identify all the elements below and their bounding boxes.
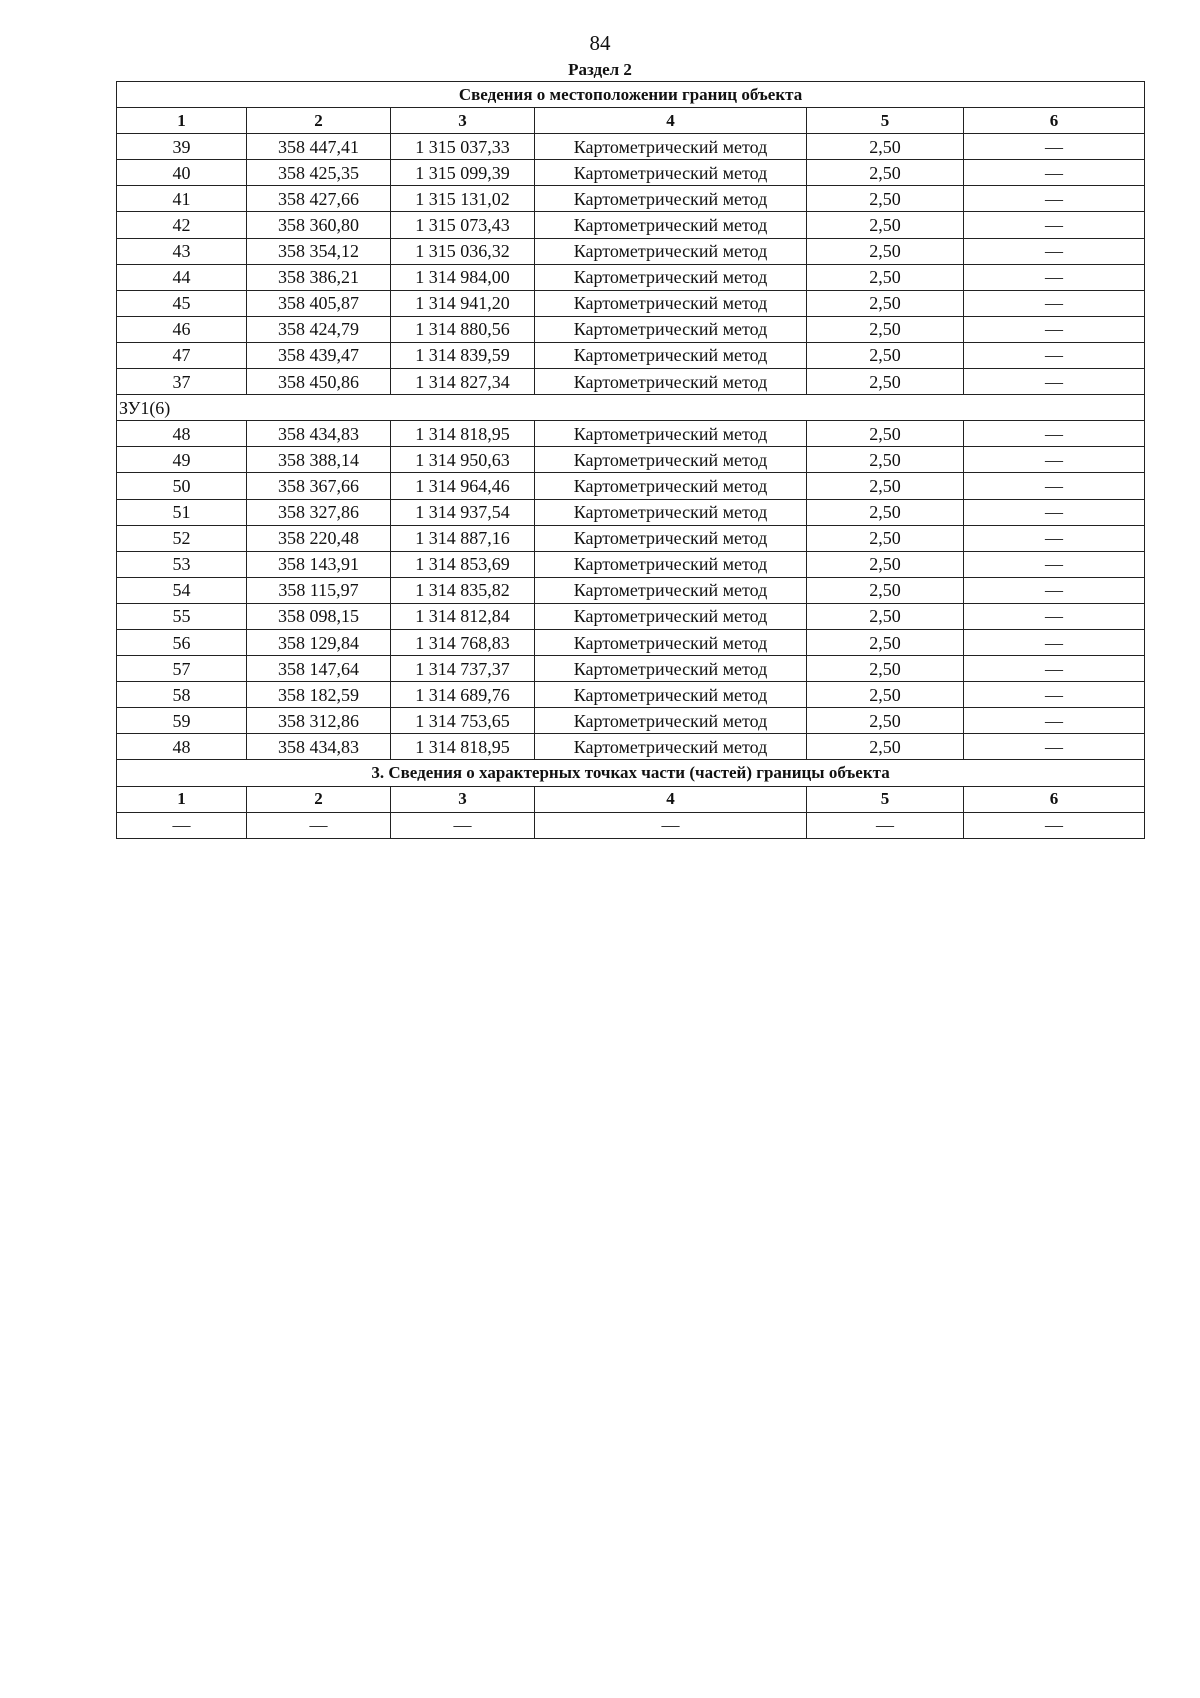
- table-row-cell-5: 2,50: [807, 682, 964, 708]
- table-row-cell-4: Картометрический метод: [535, 160, 807, 186]
- table-row-cell-4: Картометрический метод: [535, 186, 807, 212]
- table-row-cell-1: 52: [117, 525, 247, 551]
- section3-row-cell-4: —: [535, 812, 807, 838]
- table-row: [117, 499, 1145, 525]
- table-row-cell-1: 50: [117, 473, 247, 499]
- table-row-cell-5: 2,50: [807, 316, 964, 342]
- table-row-cell-3: 1 314 689,76: [391, 682, 535, 708]
- table-row-cell-6: —: [964, 421, 1145, 447]
- table-row-cell-2: 358 129,84: [247, 629, 391, 655]
- table-row-cell-6: —: [964, 682, 1145, 708]
- table-row-cell-1: 39: [117, 134, 247, 160]
- table-row-cell-2: 358 354,12: [247, 238, 391, 264]
- table-row-cell-3: 1 315 037,33: [391, 134, 535, 160]
- section3-header-row-cell-6: 6: [964, 786, 1145, 812]
- table-row-cell-4: Картометрический метод: [535, 708, 807, 734]
- table-row: [117, 734, 1145, 760]
- header-row-cell-1: 1: [117, 108, 247, 134]
- table-row-cell-1: 46: [117, 316, 247, 342]
- table-row: [117, 473, 1145, 499]
- table-row-cell-5: 2,50: [807, 629, 964, 655]
- table-row-cell-6: —: [964, 525, 1145, 551]
- table-row-cell-2: 358 425,35: [247, 160, 391, 186]
- table-row-cell-4: Картометрический метод: [535, 734, 807, 760]
- table-row-cell-2: 358 367,66: [247, 473, 391, 499]
- table-row-cell-6: —: [964, 316, 1145, 342]
- table-body: [117, 82, 1145, 839]
- table-row-cell-1: 51: [117, 499, 247, 525]
- table-row-cell-5: 2,50: [807, 264, 964, 290]
- table-row-cell-1: 58: [117, 682, 247, 708]
- table-row-cell-6: —: [964, 342, 1145, 368]
- table-row-cell-1: 42: [117, 212, 247, 238]
- table-row-cell-3: 1 314 839,59: [391, 342, 535, 368]
- table-row-cell-4: Картометрический метод: [535, 473, 807, 499]
- section3-row: [117, 812, 1145, 838]
- table-row-cell-3: 1 314 737,37: [391, 656, 535, 682]
- table-row-cell-5: 2,50: [807, 212, 964, 238]
- table-row-cell-4: Картометрический метод: [535, 212, 807, 238]
- table-row-cell-3: 1 314 880,56: [391, 316, 535, 342]
- boundary-coordinates-table: [116, 81, 1145, 839]
- table-row-cell-2: 358 115,97: [247, 577, 391, 603]
- table-row-cell-6: —: [964, 656, 1145, 682]
- table-row-cell-6: —: [964, 734, 1145, 760]
- table-row-cell-1: 45: [117, 290, 247, 316]
- table-row-cell-1: 37: [117, 369, 247, 395]
- table-row-cell-5: 2,50: [807, 186, 964, 212]
- table-row-cell-5: 2,50: [807, 160, 964, 186]
- section3-title: [117, 760, 1145, 786]
- table-row-cell-5: 2,50: [807, 238, 964, 264]
- table-row-cell-5: 2,50: [807, 525, 964, 551]
- header-row-cell-6: 6: [964, 108, 1145, 134]
- table-row-cell-2: 358 386,21: [247, 264, 391, 290]
- table-row-cell-4: Картометрический метод: [535, 290, 807, 316]
- table-row-cell-6: —: [964, 134, 1145, 160]
- table-row-cell-2: 358 434,83: [247, 421, 391, 447]
- table-row-cell-3: 1 314 950,63: [391, 447, 535, 473]
- table-row-cell-5: 2,50: [807, 734, 964, 760]
- table-row-cell-2: 358 434,83: [247, 734, 391, 760]
- table-row-cell-5: 2,50: [807, 134, 964, 160]
- table-title: [117, 82, 1145, 108]
- table-row-cell-3: 1 315 131,02: [391, 186, 535, 212]
- table-row-cell-2: 358 147,64: [247, 656, 391, 682]
- section3-header-row-cell-3: 3: [391, 786, 535, 812]
- table-row-cell-1: 57: [117, 656, 247, 682]
- table-row: [117, 525, 1145, 551]
- table-row: [117, 316, 1145, 342]
- section3-row-cell-1: —: [117, 812, 247, 838]
- section3-row-cell-2: —: [247, 812, 391, 838]
- table-row-cell-3: 1 314 818,95: [391, 421, 535, 447]
- table-row-cell-6: —: [964, 499, 1145, 525]
- table-row-cell-3: 1 314 984,00: [391, 264, 535, 290]
- table-row-cell-4: Картометрический метод: [535, 238, 807, 264]
- table-row-cell-1: 41: [117, 186, 247, 212]
- table-row-cell-4: Картометрический метод: [535, 134, 807, 160]
- page-number: 84: [589, 31, 611, 55]
- header-row-cell-2: 2: [247, 108, 391, 134]
- table-row-cell-5: 2,50: [807, 603, 964, 629]
- table-row-cell-1: 55: [117, 603, 247, 629]
- table-row-cell-4: Картометрический метод: [535, 447, 807, 473]
- table-row-cell-3: 1 314 753,65: [391, 708, 535, 734]
- table-row-cell-5: 2,50: [807, 551, 964, 577]
- table-row: [117, 629, 1145, 655]
- table-row: [117, 290, 1145, 316]
- table-row-cell-6: —: [964, 186, 1145, 212]
- table-row-cell-5: 2,50: [807, 499, 964, 525]
- table-row-cell-4: Картометрический метод: [535, 551, 807, 577]
- table-row-cell-1: 40: [117, 160, 247, 186]
- table-row-cell-4: Картометрический метод: [535, 369, 807, 395]
- table-row-cell-6: —: [964, 369, 1145, 395]
- table-row-cell-6: —: [964, 708, 1145, 734]
- table-row-cell-3: 1 315 099,39: [391, 160, 535, 186]
- table-row: [117, 447, 1145, 473]
- section3-row-cell-3: —: [391, 812, 535, 838]
- table-row-cell-2: 358 220,48: [247, 525, 391, 551]
- table-row-cell-6: —: [964, 473, 1145, 499]
- table-row-cell-4: Картометрический метод: [535, 682, 807, 708]
- table-row-cell-6: —: [964, 290, 1145, 316]
- table-row-cell-5: 2,50: [807, 447, 964, 473]
- table-row-cell-3: 1 314 768,83: [391, 629, 535, 655]
- table-row-cell-6: —: [964, 551, 1145, 577]
- table-row-cell-6: —: [964, 603, 1145, 629]
- table-row-cell-2: 358 427,66: [247, 186, 391, 212]
- section3-header-row-cell-2: 2: [247, 786, 391, 812]
- table-row: [117, 708, 1145, 734]
- table-row-cell-5: 2,50: [807, 290, 964, 316]
- table-row-cell-4: Картометрический метод: [535, 629, 807, 655]
- section3-header-row-cell-5: 5: [807, 786, 964, 812]
- table-row-cell-2: 358 182,59: [247, 682, 391, 708]
- table-row-cell-2: 358 405,87: [247, 290, 391, 316]
- table-row-cell-1: 59: [117, 708, 247, 734]
- table-row: [117, 342, 1145, 368]
- header-row-cell-4: 4: [535, 108, 807, 134]
- table-row-cell-1: 48: [117, 734, 247, 760]
- table-row-cell-2: 358 450,86: [247, 369, 391, 395]
- table-row: [117, 421, 1145, 447]
- table-row-cell-6: —: [964, 629, 1145, 655]
- table-row-cell-1: 56: [117, 629, 247, 655]
- table-row-cell-2: 358 098,15: [247, 603, 391, 629]
- table-row-cell-6: —: [964, 160, 1145, 186]
- table-row-cell-6: —: [964, 577, 1145, 603]
- table-row-cell-1: 47: [117, 342, 247, 368]
- table-row-cell-5: 2,50: [807, 577, 964, 603]
- table-row-cell-4: Картометрический метод: [535, 264, 807, 290]
- table-row-cell-2: 358 388,14: [247, 447, 391, 473]
- table-row-cell-4: Картометрический метод: [535, 603, 807, 629]
- table-row-cell-3: 1 314 818,95: [391, 734, 535, 760]
- group-label-cell: ЗУ1(6): [117, 395, 1145, 421]
- section3-header-row: [117, 786, 1145, 812]
- table-row-cell-2: 358 439,47: [247, 342, 391, 368]
- table-row-cell-3: 1 314 964,46: [391, 473, 535, 499]
- header-row-cell-5: 5: [807, 108, 964, 134]
- table-row: [117, 577, 1145, 603]
- table-row: [117, 264, 1145, 290]
- table-row: [117, 186, 1145, 212]
- table-row: [117, 551, 1145, 577]
- table-row-cell-3: 1 314 853,69: [391, 551, 535, 577]
- table-row-cell-3: 1 314 835,82: [391, 577, 535, 603]
- table-row-cell-2: 358 447,41: [247, 134, 391, 160]
- table-row-cell-6: —: [964, 212, 1145, 238]
- table-row: [117, 134, 1145, 160]
- table-row: [117, 369, 1145, 395]
- table-row-cell-4: Картометрический метод: [535, 656, 807, 682]
- table-row-cell-3: 1 314 827,34: [391, 369, 535, 395]
- table-row-cell-1: 44: [117, 264, 247, 290]
- table-row-cell-3: 1 314 812,84: [391, 603, 535, 629]
- table-row-cell-3: 1 314 937,54: [391, 499, 535, 525]
- table-row-cell-4: Картометрический метод: [535, 421, 807, 447]
- table-row-cell-6: —: [964, 447, 1145, 473]
- section3-row-cell-6: —: [964, 812, 1145, 838]
- table-row-cell-3: 1 315 073,43: [391, 212, 535, 238]
- table-row-cell-2: 358 424,79: [247, 316, 391, 342]
- table-row: [117, 238, 1145, 264]
- table-row-cell-5: 2,50: [807, 656, 964, 682]
- table-row: [117, 212, 1145, 238]
- table-row-cell-5: 2,50: [807, 342, 964, 368]
- table-row-cell-6: —: [964, 238, 1145, 264]
- table-row: [117, 682, 1145, 708]
- table-row-cell-1: 54: [117, 577, 247, 603]
- table-row-cell-3: 1 314 887,16: [391, 525, 535, 551]
- section3-title-cell: 3. Сведения о характерных точках части (частей) границы объекта: [117, 760, 1145, 786]
- table-row-cell-4: Картометрический метод: [535, 316, 807, 342]
- table-row-cell-3: 1 315 036,32: [391, 238, 535, 264]
- section3-header-row-cell-1: 1: [117, 786, 247, 812]
- header-row-cell-3: 3: [391, 108, 535, 134]
- table-row-cell-4: Картометрический метод: [535, 577, 807, 603]
- table-row-cell-5: 2,50: [807, 369, 964, 395]
- table-row: [117, 603, 1145, 629]
- table-row: [117, 656, 1145, 682]
- group-label: [117, 395, 1145, 421]
- table-row-cell-2: 358 360,80: [247, 212, 391, 238]
- table-row-cell-2: 358 327,86: [247, 499, 391, 525]
- table-row-cell-4: Картометрический метод: [535, 525, 807, 551]
- table-row-cell-5: 2,50: [807, 708, 964, 734]
- table-row-cell-1: 49: [117, 447, 247, 473]
- table-row-cell-5: 2,50: [807, 473, 964, 499]
- table-row-cell-4: Картометрический метод: [535, 342, 807, 368]
- table-row-cell-2: 358 312,86: [247, 708, 391, 734]
- table-row-cell-3: 1 314 941,20: [391, 290, 535, 316]
- section-title: Раздел 2: [568, 60, 632, 79]
- table-row: [117, 160, 1145, 186]
- table-title-cell: Сведения о местоположении границ объекта: [117, 82, 1145, 108]
- section3-row-cell-5: —: [807, 812, 964, 838]
- table-row-cell-1: 48: [117, 421, 247, 447]
- table-row-cell-5: 2,50: [807, 421, 964, 447]
- table-row-cell-1: 43: [117, 238, 247, 264]
- table-row-cell-4: Картометрический метод: [535, 499, 807, 525]
- section3-header-row-cell-4: 4: [535, 786, 807, 812]
- table-row-cell-1: 53: [117, 551, 247, 577]
- header-row: [117, 108, 1145, 134]
- table-row-cell-2: 358 143,91: [247, 551, 391, 577]
- table-row-cell-6: —: [964, 264, 1145, 290]
